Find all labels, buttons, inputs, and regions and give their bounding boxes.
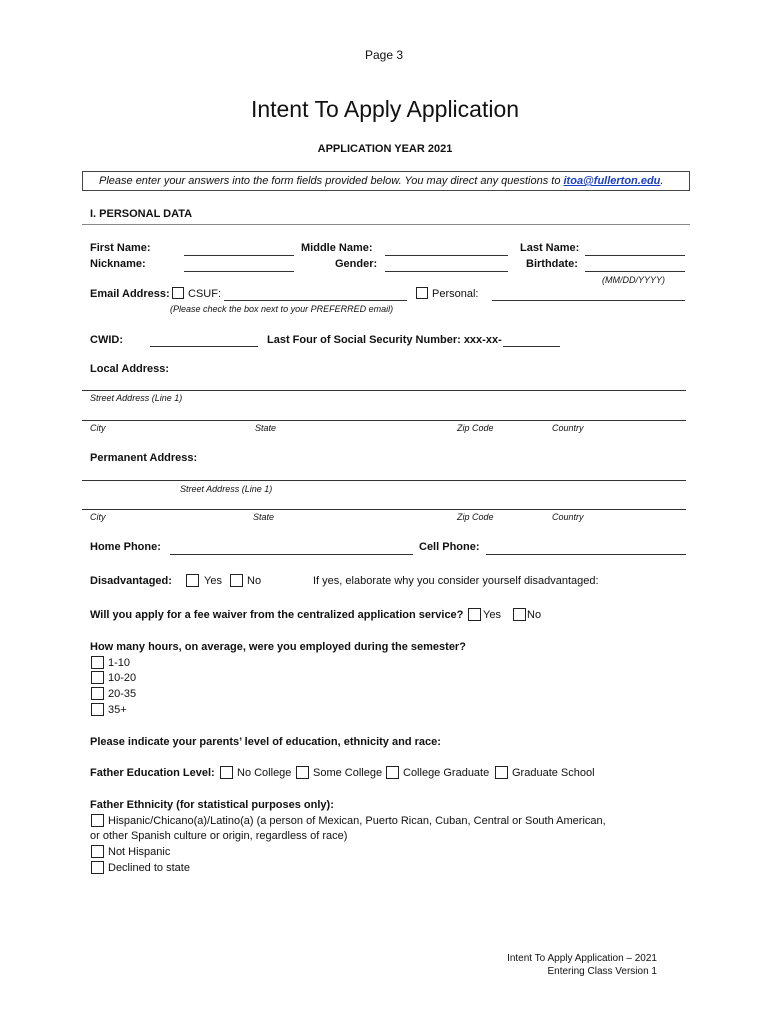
father-eth-hispanic-label: Hispanic/Chicano(a)/Latino(a) (a person of Mexican, Puerto Rican, Cuban, Central or South American, bbox=[108, 815, 606, 827]
gender-label: Gender: bbox=[335, 258, 378, 270]
csuf-email-checkbox[interactable] bbox=[172, 287, 184, 299]
section-divider bbox=[82, 224, 690, 225]
father-eth-declined-checkbox[interactable] bbox=[91, 861, 104, 874]
date-format-hint: (MM/DD/YYYY) bbox=[602, 275, 665, 285]
hours-option-1-checkbox[interactable] bbox=[91, 656, 104, 669]
middle-name-field[interactable] bbox=[385, 255, 508, 256]
father-education-label: Father Education Level: bbox=[90, 767, 215, 779]
page-title: Intent To Apply Application bbox=[250, 96, 520, 122]
cwid-label: CWID: bbox=[90, 334, 123, 346]
local-zip-caption: Zip Code bbox=[457, 423, 494, 433]
father-edu-no-college-checkbox[interactable] bbox=[220, 766, 233, 779]
hours-option-4-checkbox[interactable] bbox=[91, 703, 104, 716]
local-state-caption: State bbox=[255, 423, 277, 433]
disadvantaged-elaborate-prompt: If yes, elaborate why you consider yourself disadvantaged: bbox=[313, 575, 599, 587]
home-phone-field[interactable] bbox=[170, 554, 413, 555]
ssn-label: Last Four of Social Security Number: xxx-xx- bbox=[267, 334, 502, 346]
fee-waiver-no-label: No bbox=[527, 609, 542, 621]
fee-waiver-yes-label: Yes bbox=[483, 609, 501, 621]
hours-option-2-checkbox[interactable] bbox=[91, 671, 104, 684]
hours-option-3-checkbox[interactable] bbox=[91, 687, 104, 700]
permanent-address-label: Permanent Address: bbox=[90, 452, 198, 464]
local-street-caption: Street Address (Line 1) bbox=[90, 393, 183, 403]
last-name-field[interactable] bbox=[585, 255, 685, 256]
application-year: APPLICATION YEAR 2021 bbox=[317, 143, 453, 155]
father-edu-no-college-label: No College bbox=[237, 767, 292, 779]
fee-waiver-no-checkbox[interactable] bbox=[513, 608, 526, 621]
permanent-state-caption: State bbox=[253, 512, 275, 522]
last-name-label: Last Name: bbox=[520, 242, 580, 254]
disadvantaged-yes-checkbox[interactable] bbox=[186, 574, 199, 587]
permanent-zip-caption: Zip Code bbox=[457, 512, 494, 522]
personal-email-checkbox[interactable] bbox=[416, 287, 428, 299]
email-label: Email Address: bbox=[90, 288, 170, 300]
local-country-caption: Country bbox=[552, 423, 584, 433]
local-city-state-zip-field[interactable] bbox=[82, 420, 686, 421]
fee-waiver-yes-checkbox[interactable] bbox=[468, 608, 481, 621]
csuf-email-label: CSUF: bbox=[188, 288, 221, 300]
father-eth-hispanic-label-cont: or other Spanish culture or origin, regardless of race) bbox=[90, 830, 348, 842]
disadvantaged-yes-label: Yes bbox=[204, 575, 222, 587]
father-edu-some-college-label: Some College bbox=[313, 767, 383, 779]
hours-option-4-label: 35+ bbox=[108, 704, 127, 716]
instructions-end: . bbox=[660, 175, 664, 187]
first-name-field[interactable] bbox=[184, 255, 294, 256]
father-edu-graduate-school-label: Graduate School bbox=[512, 767, 595, 779]
personal-email-label: Personal: bbox=[432, 288, 479, 300]
csuf-email-field[interactable] bbox=[224, 300, 407, 301]
local-street-field[interactable] bbox=[82, 390, 686, 391]
local-city-caption: City bbox=[90, 423, 106, 433]
father-edu-college-graduate-checkbox[interactable] bbox=[386, 766, 399, 779]
permanent-city-state-zip-field[interactable] bbox=[82, 509, 686, 510]
local-address-label: Local Address: bbox=[90, 363, 170, 375]
parents-prompt: Please indicate your parents’ level of education, ethnicity and race: bbox=[90, 736, 441, 748]
footer-line-2: Entering Class Version 1 bbox=[547, 966, 657, 977]
instructions-body: Please enter your answers into the form fields provided below. You may direct any questions to bbox=[99, 175, 564, 187]
cell-phone-label: Cell Phone: bbox=[419, 541, 480, 553]
father-edu-college-graduate-label: College Graduate bbox=[403, 767, 490, 779]
disadvantaged-no-label: No bbox=[247, 575, 262, 587]
nickname-label: Nickname: bbox=[90, 258, 146, 270]
home-phone-label: Home Phone: bbox=[90, 541, 161, 553]
permanent-city-caption: City bbox=[90, 512, 106, 522]
hours-option-1-label: 1-10 bbox=[108, 657, 131, 669]
page-number: Page 3 bbox=[365, 48, 404, 62]
first-name-label: First Name: bbox=[90, 242, 151, 254]
section-personal-data-title: I. PERSONAL DATA bbox=[90, 208, 193, 220]
disadvantaged-label: Disadvantaged: bbox=[90, 575, 172, 587]
father-eth-not-hispanic-checkbox[interactable] bbox=[91, 845, 104, 858]
gender-field[interactable] bbox=[385, 271, 508, 272]
father-eth-hispanic-checkbox[interactable] bbox=[91, 814, 104, 827]
cwid-field[interactable] bbox=[150, 346, 258, 347]
ssn-last-four-field[interactable] bbox=[503, 346, 560, 347]
preferred-email-note: (Please check the box next to your PREFERRED email) bbox=[170, 304, 394, 314]
middle-name-label: Middle Name: bbox=[301, 242, 373, 254]
father-edu-some-college-checkbox[interactable] bbox=[296, 766, 309, 779]
birthdate-label: Birthdate: bbox=[526, 258, 578, 270]
hours-question: How many hours, on average, were you employed during the semester? bbox=[90, 641, 466, 653]
father-ethnicity-label: Father Ethnicity (for statistical purposes only): bbox=[90, 799, 334, 811]
birthdate-field[interactable] bbox=[585, 271, 685, 272]
contact-email-link[interactable]: itoa@fullerton.edu bbox=[563, 175, 661, 187]
instructions-text bbox=[99, 175, 663, 187]
father-edu-graduate-school-checkbox[interactable] bbox=[495, 766, 508, 779]
disadvantaged-no-checkbox[interactable] bbox=[230, 574, 243, 587]
father-eth-not-hispanic-label: Not Hispanic bbox=[108, 846, 171, 858]
nickname-field[interactable] bbox=[184, 271, 294, 272]
footer-line-1: Intent To Apply Application – 2021 bbox=[507, 953, 657, 964]
personal-email-field[interactable] bbox=[492, 300, 685, 301]
permanent-street-field[interactable] bbox=[82, 480, 686, 481]
cell-phone-field[interactable] bbox=[486, 554, 686, 555]
hours-option-3-label: 20-35 bbox=[108, 688, 137, 700]
father-eth-declined-label: Declined to state bbox=[108, 862, 190, 874]
permanent-street-caption: Street Address (Line 1) bbox=[180, 484, 273, 494]
permanent-country-caption: Country bbox=[552, 512, 584, 522]
fee-waiver-question: Will you apply for a fee waiver from the centralized application service? bbox=[90, 609, 464, 621]
hours-option-2-label: 10-20 bbox=[108, 672, 137, 684]
